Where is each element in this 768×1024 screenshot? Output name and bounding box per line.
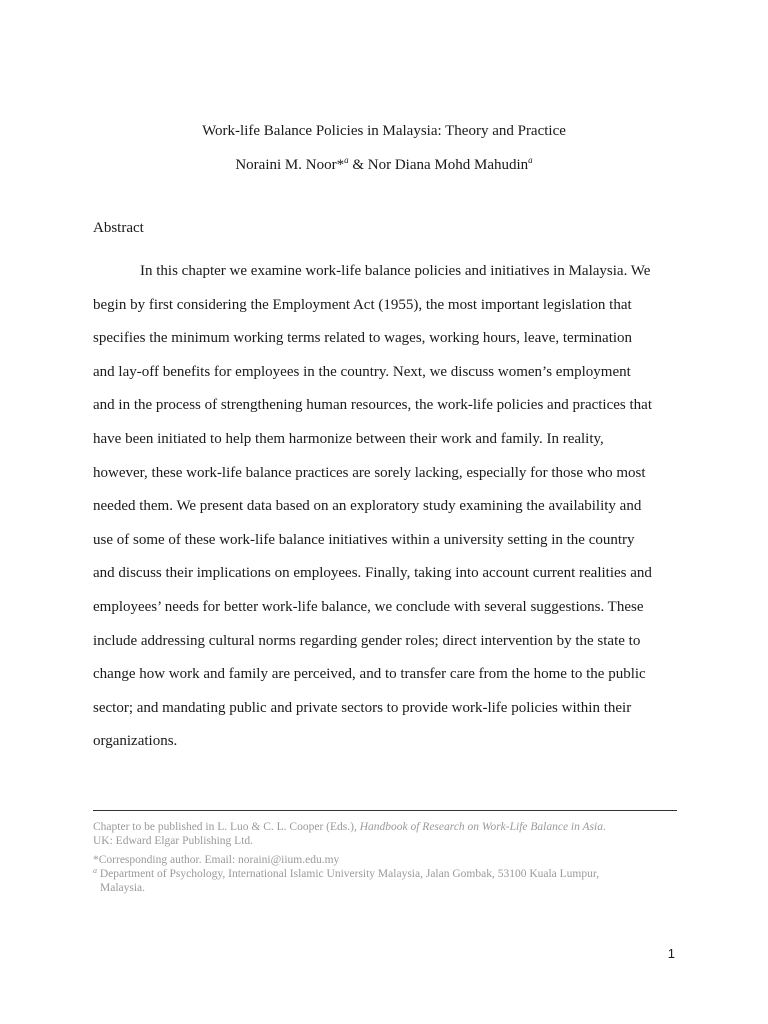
corresponding-author-mark: * <box>336 157 345 173</box>
abstract-line: use of some of these work-life balance initiatives within a university setting in the country <box>93 531 635 548</box>
abstract-line: organizations. <box>93 733 178 750</box>
page-number: 1 <box>667 946 675 961</box>
abstract-line: and in the process of strengthening human resources, the work-life policies and practices that <box>93 397 652 414</box>
footnote-separator-rule <box>93 810 677 811</box>
abstract-line: In this chapter we examine work-life balance policies and initiatives in Malaysia. We <box>140 263 651 279</box>
abstract-line: begin by first considering the Employment Act (1955), the most important legislation that <box>93 296 632 313</box>
abstract-line: specifies the minimum working terms related to wages, working hours, leave, termination <box>93 330 633 347</box>
author-line <box>0 155 768 175</box>
abstract-line: have been initiated to help them harmonize between their work and family. In reality, <box>93 430 604 447</box>
author-name-1: Noraini M. Noor <box>235 157 337 173</box>
footnotes <box>93 820 683 900</box>
author-separator: & <box>348 157 368 173</box>
chapter-note-book-title: Handbook of Research on Work-Life Balance in Asia <box>359 821 603 833</box>
author-notes <box>93 853 683 895</box>
abstract-line: and discuss their implications on employees. Finally, taking into account current realities and <box>93 565 652 582</box>
abstract-line: sector; and mandating public and private sectors to provide work-life policies within their <box>93 699 632 716</box>
author-name-2: Nor Diana Mohd Mahudin <box>367 157 529 173</box>
author-1-affiliation-mark: a <box>344 155 349 165</box>
chapter-note-suffix: . <box>602 821 606 833</box>
author-2-affiliation-mark: a <box>528 155 533 165</box>
affiliation-note-mark: a <box>93 866 97 875</box>
chapter-note-line-1 <box>93 820 683 834</box>
affiliation-note-text: Department of Psychology, International Islamic University Malaysia, Jalan Gombak, 53100 Kuala Lumpur, <box>97 868 600 880</box>
affiliation-note-line-2: Malaysia. <box>100 882 146 894</box>
paper-title: Work-life Balance Policies in Malaysia: Theory and Practice <box>202 123 566 139</box>
abstract-line: change how work and family are perceived, and to transfer care from the home to the public <box>93 666 646 683</box>
abstract-line: however, these work-life balance practices are sorely lacking, especially for those who most <box>93 464 646 481</box>
abstract-line: needed them. We present data based on an exploratory study examining the availability and <box>93 498 642 515</box>
abstract-line: employees’ needs for better work-life balance, we conclude with several suggestions. These <box>93 598 644 615</box>
chapter-note-line-2: UK: Edward Elgar Publishing Ltd. <box>93 835 254 847</box>
abstract-heading: Abstract <box>93 220 144 236</box>
abstract-line: include addressing cultural norms regarding gender roles; direct intervention by the state to <box>93 632 641 649</box>
chapter-note-prefix: Chapter to be published in L. Luo & C. L. Cooper (Eds.), <box>93 821 360 833</box>
abstract-line: and lay-off benefits for employees in the country. Next, we discuss women’s employment <box>93 363 631 380</box>
corresponding-author-note: *Corresponding author. Email: noraini@iium.edu.my <box>93 854 340 866</box>
affiliation-note-line-1 <box>93 867 683 881</box>
chapter-publication-note <box>93 820 683 848</box>
abstract-paragraph <box>93 261 693 765</box>
